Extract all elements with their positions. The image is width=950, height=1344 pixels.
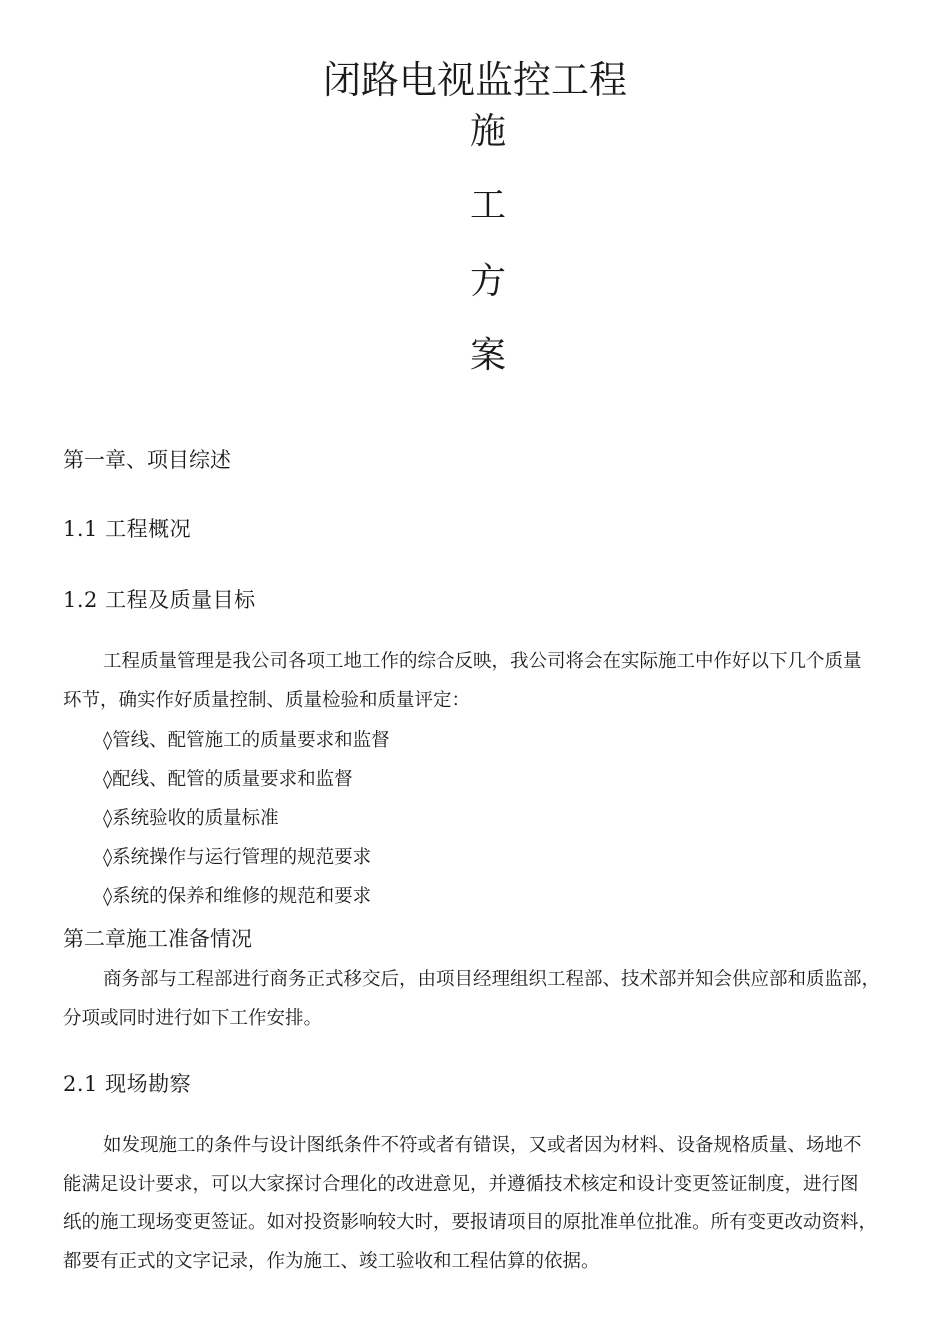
paragraph-line: 能满足设计要求，可以大家探讨合理化的改进意见，并遵循技术核定和设计变更签证制度，进行图 bbox=[63, 1173, 859, 1195]
bullet-item: ◊管线、配管施工的质量要求和监督 bbox=[103, 730, 390, 751]
chapter2-paragraph bbox=[63, 961, 893, 1038]
title-char-2: 工 bbox=[469, 185, 506, 226]
paragraph-line: 工程质量管理是我公司各项工地工作的综合反映，我公司将会在实际施工中作好以下几个质量 bbox=[103, 651, 862, 672]
title-char-4: 案 bbox=[469, 335, 506, 376]
bullet-item: ◊配线、配管的质量要求和监督 bbox=[103, 769, 353, 790]
section-2-1-heading: 2.1 现场勘察 bbox=[63, 1072, 192, 1096]
title-char-1: 施 bbox=[469, 111, 506, 152]
document-title: 闭路电视监控工程 bbox=[322, 58, 627, 102]
paragraph-line: 环节，确实作好质量控制、质量检验和质量评定： bbox=[63, 689, 471, 711]
paragraph-line: 都要有正式的文字记录，作为施工、竣工验收和工程估算的依据。 bbox=[63, 1250, 600, 1272]
chapter1-heading: 第一章、项目综述 bbox=[63, 448, 231, 472]
bullet-item: ◊系统验收的质量标准 bbox=[103, 808, 279, 829]
paragraph-line: 如发现施工的条件与设计图纸条件不符或者有错误，又或者因为材料、设备规格质量、场地不 bbox=[103, 1135, 862, 1156]
paragraph-line: 纸的施工现场变更签证。如对投资影响较大时，要报请项目的原批准单位批准。所有变更改动资料， bbox=[63, 1212, 878, 1233]
section-1-2-heading: 1.2 工程及质量目标 bbox=[63, 588, 256, 612]
bullet-item: ◊系统的保养和维修的规范和要求 bbox=[103, 886, 372, 907]
title-char-3: 方 bbox=[469, 261, 506, 302]
paragraph-line: 商务部与工程部进行商务正式移交后，由项目经理组织工程部、技术部并知会供应部和质监部， bbox=[103, 969, 881, 990]
chapter1-paragraph bbox=[63, 643, 893, 720]
paragraph-line: 分项或同时进行如下工作安排。 bbox=[63, 1007, 323, 1029]
chapter2-heading: 第二章施工准备情况 bbox=[63, 927, 252, 951]
section-2-1-paragraph bbox=[63, 1127, 893, 1281]
bullet-item: ◊系统操作与运行管理的规范要求 bbox=[103, 847, 372, 868]
section-1-1-heading: 1.1 工程概况 bbox=[63, 517, 192, 541]
